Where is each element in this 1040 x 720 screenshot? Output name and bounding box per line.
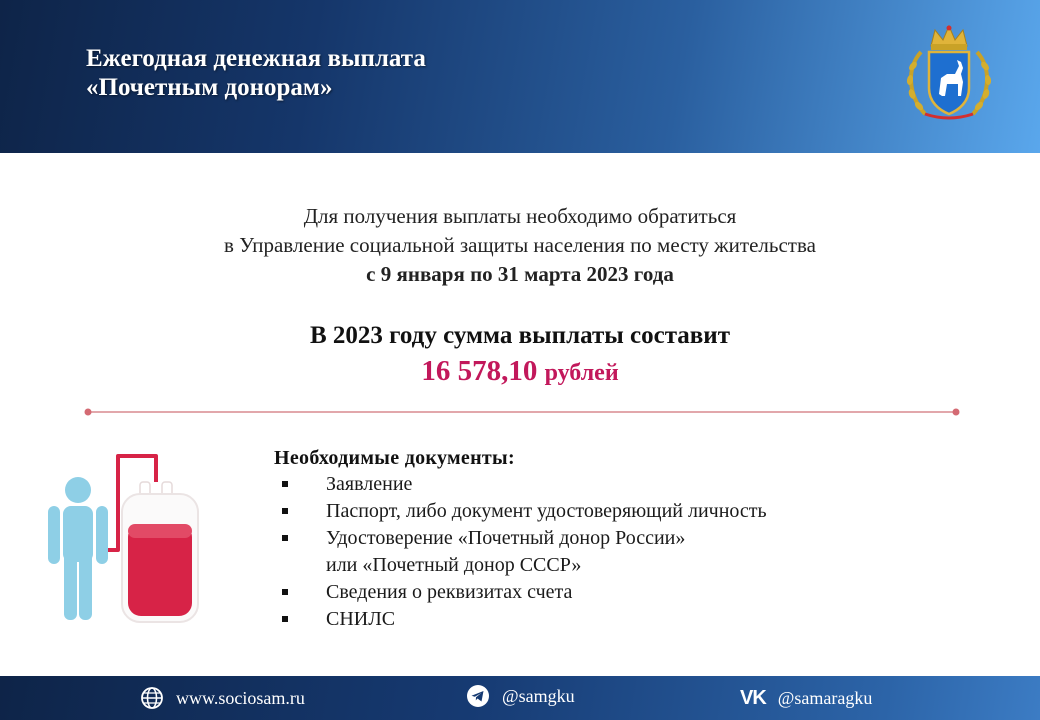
globe-icon (140, 686, 164, 710)
documents-list (274, 471, 914, 633)
list-item (274, 579, 914, 606)
bullet-icon (282, 508, 288, 514)
intro-line1: Для получения выплаты необходимо обратиться (303, 204, 737, 228)
bullet-icon (282, 481, 288, 487)
bullet-icon (282, 535, 288, 541)
vk-icon: VK (740, 686, 766, 709)
payment-amount-number: 16 578,10 (421, 355, 538, 387)
section-divider (84, 406, 960, 418)
page-title-line2: «Почетным донорам» (86, 74, 333, 101)
header-banner (0, 0, 1040, 153)
documents-section (274, 445, 914, 633)
intro-line2: в Управление социальной защиты населения по месту жительства (224, 233, 816, 257)
footer-telegram-link[interactable] (466, 684, 575, 708)
document-item-text: Удостоверение «Почетный донор России» (326, 527, 686, 549)
footer-telegram-text: @samgku (502, 685, 575, 706)
document-item-text: СНИЛС (326, 608, 396, 630)
list-item (274, 471, 914, 498)
page-title-line1: Ежегодная денежная выплата (86, 45, 426, 72)
payment-amount-title: В 2023 году сумма выплаты составит (310, 322, 730, 349)
donor-figure-icon (48, 477, 108, 620)
payment-amount-value (0, 352, 1040, 392)
footer-website-link[interactable] (140, 686, 305, 710)
list-item (274, 525, 914, 579)
intro-dates: с 9 января по 31 марта 2023 года (366, 262, 674, 286)
document-item-text: Паспорт, либо документ удостоверяющий личность (326, 500, 767, 522)
bullet-icon (282, 616, 288, 622)
blood-bag-icon (122, 482, 198, 622)
blood-donor-illustration (44, 450, 204, 625)
payment-amount-block (0, 320, 1040, 392)
payment-amount-unit: рублей (544, 360, 619, 386)
bullet-icon (282, 589, 288, 595)
page-title (86, 44, 426, 102)
telegram-icon (466, 684, 490, 708)
footer-vk-text: @samaragku (777, 687, 873, 708)
list-item (274, 498, 914, 525)
document-item-continuation: или «Почетный донор СССР» (326, 554, 582, 576)
footer-vk-link[interactable] (740, 686, 872, 710)
footer-bar (0, 676, 1040, 720)
document-item-text: Заявление (326, 473, 413, 495)
samara-coat-of-arms-icon (903, 22, 995, 124)
document-item-text: Сведения о реквизитах счета (326, 581, 573, 603)
intro-text (0, 202, 1040, 289)
footer-website-text: www.sociosam.ru (176, 687, 305, 708)
list-item (274, 606, 914, 633)
documents-title: Необходимые документы: (274, 447, 515, 469)
